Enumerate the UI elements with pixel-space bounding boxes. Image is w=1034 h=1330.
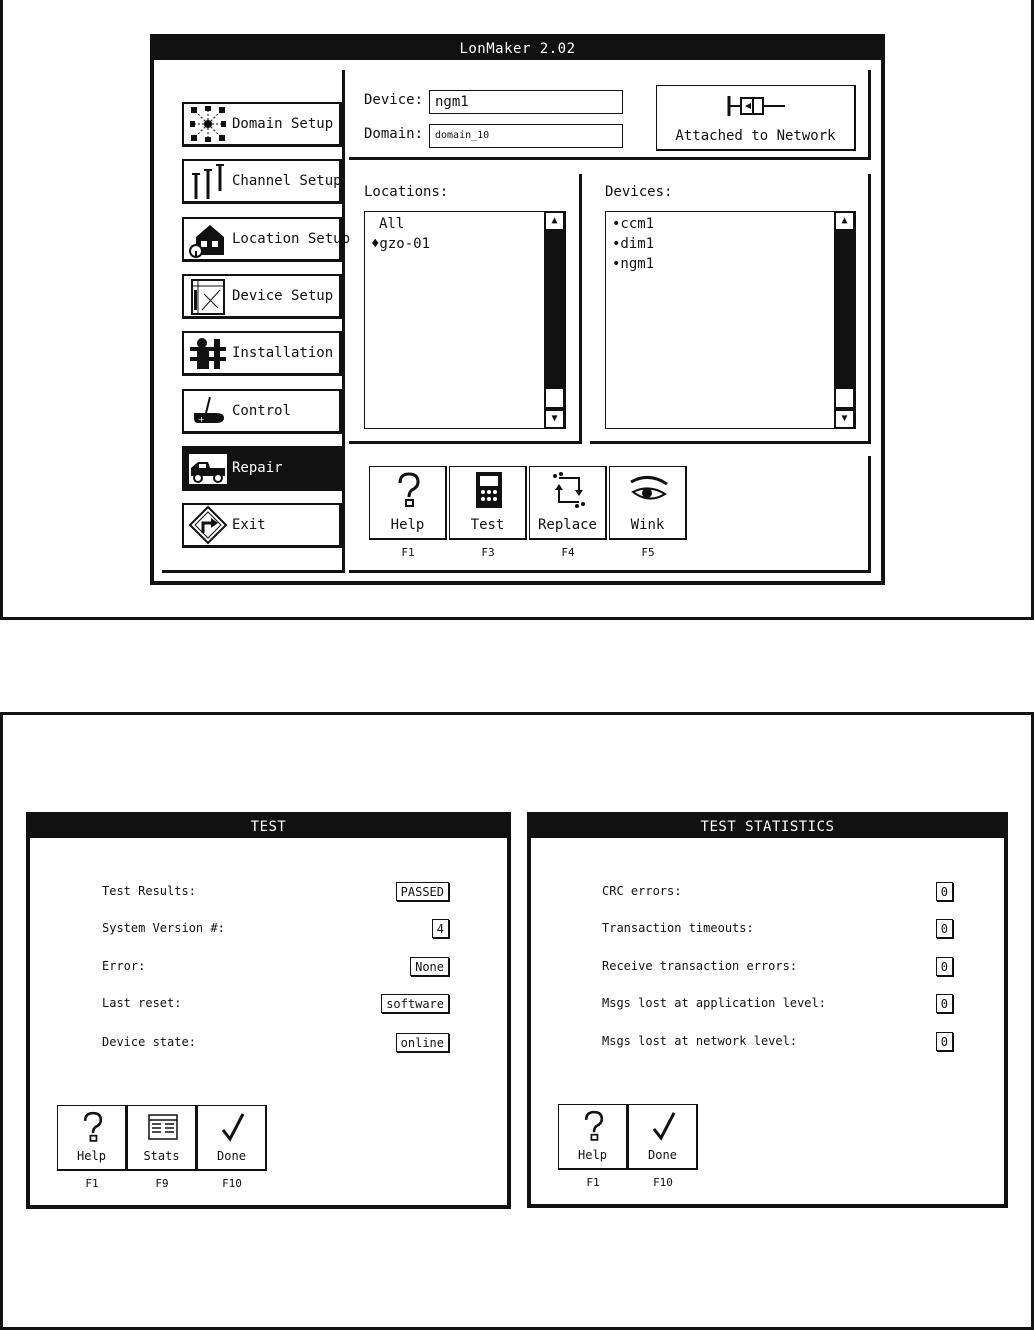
devices-list[interactable] [605, 211, 856, 429]
receive-transaction-errors-label: Receive transaction errors: [602, 959, 798, 973]
test-statistics-title: TEST STATISTICS [531, 816, 1004, 838]
test-window [26, 812, 511, 1209]
device-state-label: Device state: [102, 1035, 196, 1049]
help-fkey: F1 [401, 546, 415, 559]
location-house-icon [188, 219, 228, 259]
installation-worker-icon [188, 333, 228, 373]
locations-list[interactable] [364, 211, 566, 429]
device-blueprint-icon [188, 276, 228, 316]
window-title: LonMaker 2.02 [154, 38, 881, 60]
scroll-down-icon[interactable]: ▼ [545, 410, 564, 428]
scroll-thumb[interactable] [545, 388, 564, 408]
test-results-value: PASSED [396, 882, 449, 901]
msgs-lost-network-label: Msgs lost at network level: [602, 1034, 798, 1048]
nav-device-setup-button[interactable] [182, 274, 342, 319]
scroll-up-icon[interactable]: ▲ [835, 212, 854, 230]
msgs-lost-application-label: Msgs lost at application level: [602, 996, 826, 1010]
help-question-icon [581, 1109, 607, 1143]
replace-button[interactable] [529, 466, 607, 540]
nav-installation-button[interactable] [182, 331, 342, 376]
control-hand-icon [188, 391, 228, 431]
nav-exit-button[interactable] [182, 503, 342, 548]
wink-eye-icon [629, 472, 669, 508]
devices-scrollbar[interactable] [834, 212, 855, 428]
location-item[interactable]: ♦gzo-01 [371, 236, 431, 252]
nav-label: Device Setup [232, 288, 334, 304]
devices-panel [590, 174, 871, 444]
test-title: TEST [30, 816, 507, 838]
last-reset-label: Last reset: [102, 996, 182, 1010]
domain-field[interactable]: domain_10 [429, 124, 623, 148]
wink-label: Wink [630, 517, 665, 533]
domain-network-icon [188, 104, 228, 144]
locations-items [371, 214, 430, 254]
help-button[interactable] [369, 466, 447, 540]
device-item[interactable]: •ngm1 [612, 256, 655, 272]
nav-label: Domain Setup [232, 116, 334, 132]
test-fkey: F3 [481, 546, 495, 559]
scroll-down-icon[interactable]: ▼ [835, 410, 854, 428]
stats-list-icon [148, 1114, 178, 1140]
replace-label: Replace [537, 517, 597, 533]
wink-button[interactable] [609, 466, 687, 540]
location-item[interactable]: All [379, 216, 405, 232]
test-results-label: Test Results: [102, 884, 196, 898]
actions-panel [349, 456, 871, 573]
transaction-timeouts-label: Transaction timeouts: [602, 921, 754, 935]
help-label: Help [390, 517, 425, 533]
help-fkey: F1 [586, 1176, 600, 1189]
attached-to-network-label: Attached to Network [675, 128, 836, 144]
crc-errors-label: CRC errors: [602, 884, 682, 898]
done-fkey: F10 [222, 1177, 242, 1190]
nav-label: Installation [232, 345, 334, 361]
help-question-icon [80, 1110, 106, 1144]
test-statistics-window [527, 812, 1008, 1208]
network-plug-icon [727, 94, 787, 118]
error-label: Error: [102, 959, 146, 973]
domain-label: Domain: [364, 126, 424, 142]
stats-label: Stats [143, 1149, 180, 1163]
done-fkey: F10 [653, 1176, 673, 1189]
nav-label: Control [232, 403, 292, 419]
device-state-value: online [396, 1033, 449, 1052]
msgs-lost-network-value: 0 [936, 1032, 953, 1051]
help-label: Help [578, 1148, 607, 1162]
locations-panel [349, 174, 582, 444]
replace-cycle-icon [549, 470, 589, 510]
stats-help-button[interactable] [558, 1104, 628, 1170]
crc-errors-value: 0 [936, 882, 953, 901]
test-help-button[interactable] [57, 1105, 127, 1171]
test-meter-icon [474, 470, 504, 510]
devices-items [612, 214, 654, 274]
checkmark-icon [651, 1111, 677, 1141]
replace-fkey: F4 [561, 546, 575, 559]
done-label: Done [217, 1149, 246, 1163]
nav-label: Location Setup [232, 231, 351, 247]
help-label: Help [77, 1149, 106, 1163]
channel-poles-icon [188, 161, 228, 201]
nav-control-button[interactable] [182, 389, 342, 434]
test-label: Test [470, 517, 505, 533]
repair-truck-icon [188, 448, 228, 488]
exit-sign-icon [188, 505, 228, 545]
test-done-button[interactable] [197, 1105, 267, 1171]
nav-panel [162, 70, 351, 573]
stats-button[interactable] [127, 1105, 197, 1171]
locations-label: Locations: [364, 184, 449, 200]
stats-done-button[interactable] [628, 1104, 698, 1170]
nav-channel-setup-button[interactable] [182, 159, 342, 204]
nav-label: Exit [232, 517, 266, 533]
last-reset-value: software [381, 994, 449, 1013]
checkmark-icon [220, 1112, 246, 1142]
device-item[interactable]: •dim1 [612, 236, 655, 252]
done-label: Done [648, 1148, 677, 1162]
devices-label: Devices: [605, 184, 673, 200]
system-version-value: 4 [432, 919, 449, 938]
system-version-label: System Version #: [102, 921, 225, 935]
test-button[interactable] [449, 466, 527, 540]
msgs-lost-application-value: 0 [936, 994, 953, 1013]
locations-scrollbar[interactable] [544, 212, 565, 428]
svg-text:+: + [198, 415, 205, 424]
nav-location-setup-button[interactable] [182, 217, 351, 262]
nav-label: Repair [232, 460, 283, 476]
device-item[interactable]: •ccm1 [612, 216, 655, 232]
help-question-icon [394, 471, 424, 509]
error-value: None [410, 957, 449, 976]
nav-label: Channel Setup [232, 173, 342, 189]
help-fkey: F1 [85, 1177, 99, 1190]
attached-to-network-button[interactable] [656, 85, 856, 151]
wink-fkey: F5 [641, 546, 655, 559]
transaction-timeouts-value: 0 [936, 919, 953, 938]
lonmaker-window [150, 34, 885, 585]
scroll-thumb[interactable] [835, 388, 854, 408]
nav-repair-button[interactable] [182, 446, 342, 491]
receive-transaction-errors-value: 0 [936, 957, 953, 976]
device-field[interactable]: ngm1 [429, 90, 623, 114]
device-info-panel [349, 70, 871, 160]
nav-domain-setup-button[interactable] [182, 102, 342, 147]
scroll-up-icon[interactable]: ▲ [545, 212, 564, 230]
stats-fkey: F9 [155, 1177, 169, 1190]
device-label: Device: [364, 92, 424, 108]
